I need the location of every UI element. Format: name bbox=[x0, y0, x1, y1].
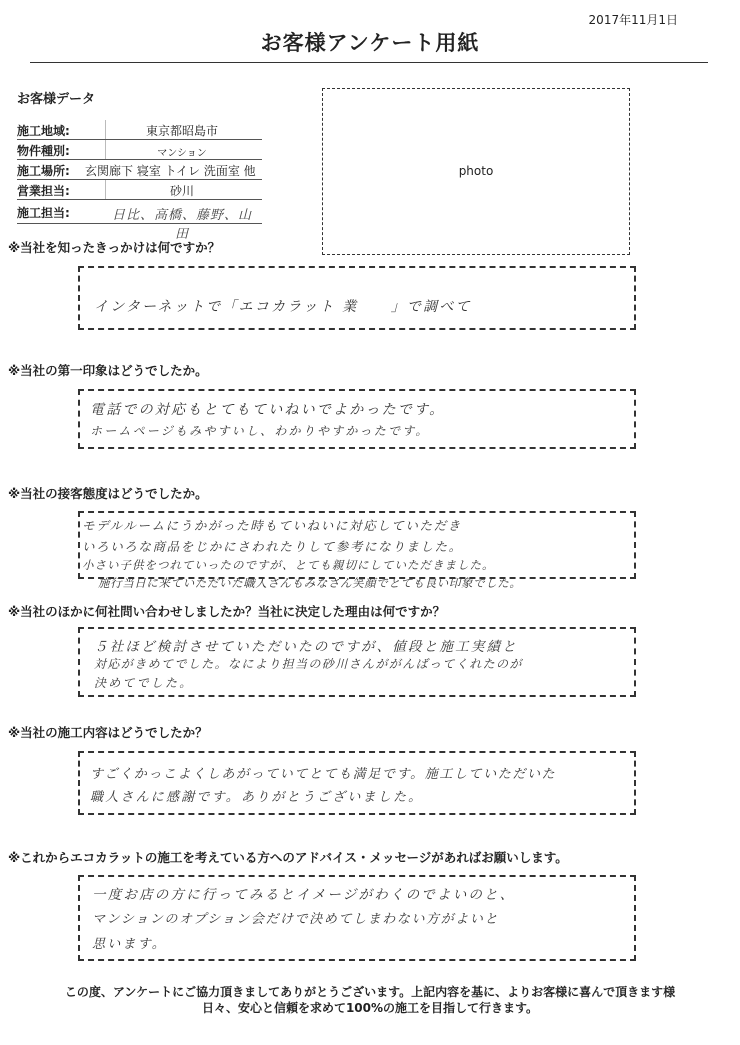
info-value-area: 東京都昭島市 bbox=[145, 124, 218, 138]
info-row-installers bbox=[17, 202, 262, 242]
photo-placeholder bbox=[322, 88, 630, 255]
photo-label: photo bbox=[458, 164, 494, 178]
answer-3-line-4: 施行当日に来ていただいた職人さんもみなさん笑顔でとても良い印象でした。 bbox=[98, 576, 522, 590]
answer-4-line-1: ５社ほど検討させていただいたのですが、値段と施工実績と bbox=[94, 639, 518, 655]
info-divider bbox=[105, 120, 106, 139]
question-6: ※これからエコカラットの施工を考えている方へのアドバイス・メッセージがあればお願いします。 bbox=[8, 850, 568, 865]
footer-message-line-2: 日々、安心と信頼を求めて100%の施工を目指して行きます。 bbox=[201, 1001, 539, 1015]
answer-1-line-1: インターネットで「エコカラット 業 」で調べて bbox=[94, 299, 472, 315]
answer-box-1 bbox=[78, 266, 636, 330]
answer-5-line-2: 職人さんに感謝です。ありがとうございました。 bbox=[90, 790, 424, 805]
answer-2-line-2: ホームページもみやすいし、わかりやすかったです。 bbox=[90, 424, 430, 438]
answer-box-4 bbox=[78, 627, 636, 697]
question-4: ※当社のほかに何社問い合わせしましたか？当社に決定した理由は何ですか？ bbox=[8, 604, 446, 619]
info-row-area bbox=[17, 120, 262, 140]
answer-box-2 bbox=[78, 389, 636, 449]
answer-box-5 bbox=[78, 751, 636, 815]
answer-4-line-2: 対応がきめてでした。なにより担当の砂川さんががんばってくれたのが bbox=[94, 657, 523, 671]
answer-6-line-3: 思います。 bbox=[92, 937, 167, 952]
answer-6-line-1: 一度お店の方に行ってみるとイメージがわくのでよいのと、 bbox=[92, 887, 516, 903]
info-value-sales-rep: 砂川 bbox=[169, 184, 194, 198]
question-3: ※当社の接客態度はどうでしたか。 bbox=[8, 486, 208, 501]
info-label-area: 施工地域: bbox=[17, 124, 70, 138]
question-1: ※当社を知ったきっかけは何ですか？ bbox=[8, 240, 221, 255]
info-label-installers: 施工担当: bbox=[17, 206, 70, 220]
question-5: ※当社の施工内容はどうでしたか？ bbox=[8, 725, 208, 740]
info-label-location: 施工場所: bbox=[17, 164, 70, 178]
answer-5-line-1: すごくかっこよくしあがっていてとても満足です。施工していただいた bbox=[90, 767, 557, 782]
info-row-property-type bbox=[17, 140, 262, 160]
question-2: ※当社の第一印象はどうでしたか。 bbox=[8, 363, 208, 378]
answer-3-line-2: いろいろな商品をじかにさわれたりして参考になりました。 bbox=[82, 539, 463, 554]
answer-4-line-3: 決めてでした。 bbox=[94, 676, 194, 690]
info-row-sales-rep bbox=[17, 180, 262, 200]
info-divider bbox=[105, 180, 106, 199]
info-label-sales-rep: 営業担当: bbox=[17, 184, 70, 198]
survey-date: 2017年11月1日 bbox=[588, 13, 678, 27]
info-value-location: 玄関廊下 寝室 トイレ 洗面室 他 bbox=[85, 164, 256, 178]
answer-box-3 bbox=[78, 511, 636, 579]
info-value-property-type: マンション bbox=[157, 148, 207, 159]
answer-box-6 bbox=[78, 875, 636, 961]
title-underline bbox=[30, 62, 708, 63]
info-label-property-type: 物件種別: bbox=[17, 144, 70, 158]
answer-3-line-1: モデルルームにうかがった時もていねいに対応していただき bbox=[82, 518, 462, 533]
info-value-installers: 日比、高橋、藤野、山田 bbox=[112, 208, 253, 242]
answer-6-line-2: マンションのオプション会だけで決めてしまわない方がよいと bbox=[92, 912, 500, 927]
customer-data-heading: お客様データ bbox=[17, 92, 96, 107]
answer-3-line-3: 小さい子供をつれていったのですが、とても親切にしていただきました。 bbox=[82, 558, 495, 572]
info-divider bbox=[105, 140, 106, 159]
footer-message-line-1: この度、アンケートにご協力頂きましてありがとうございます。上記内容を基に、よりお客様に喜んで頂きます様 bbox=[64, 985, 676, 999]
page-title: お客様アンケート用紙 bbox=[260, 31, 480, 55]
answer-2-line-1: 電話での対応もとてもていねいでよかったです。 bbox=[90, 402, 446, 418]
info-row-location bbox=[17, 160, 262, 180]
